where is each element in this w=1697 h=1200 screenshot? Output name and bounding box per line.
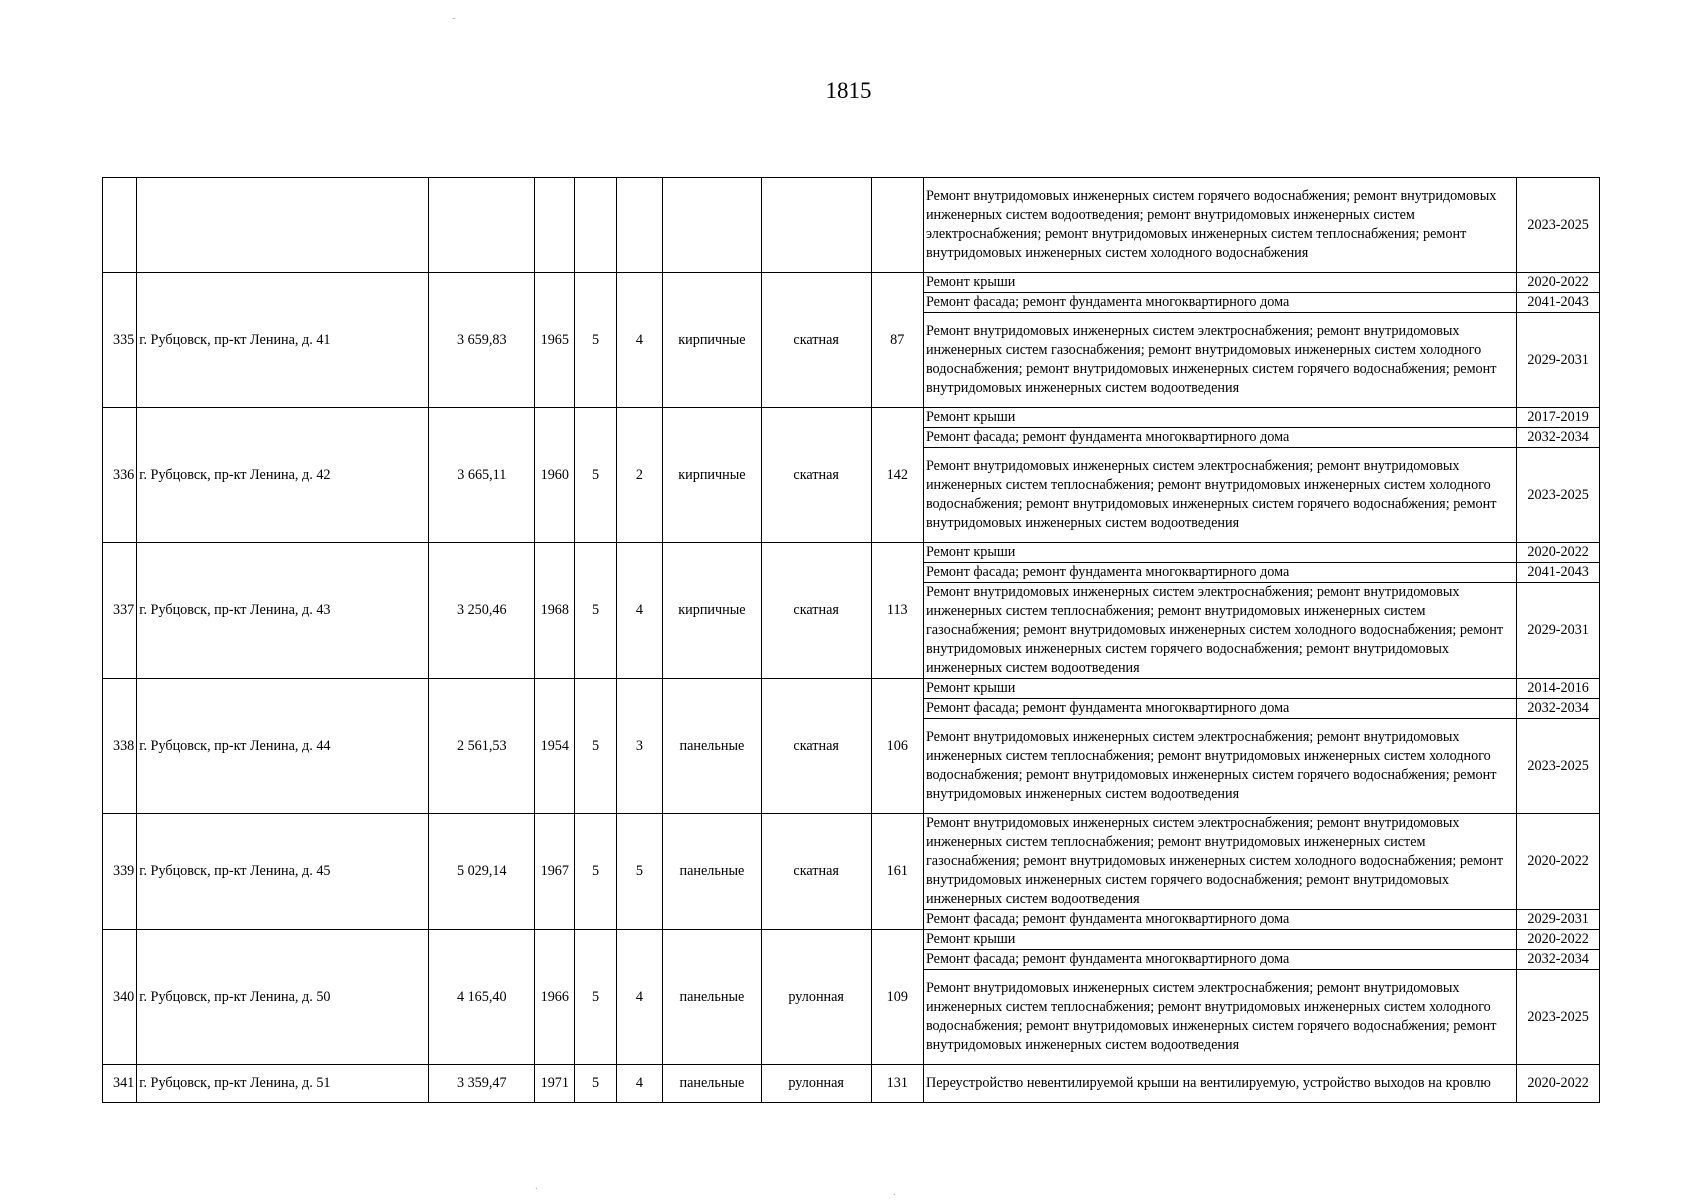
period-cell: 2020-2022	[1517, 930, 1600, 950]
apartments-cell: 161	[871, 814, 923, 930]
wall-material-cell: панельные	[663, 814, 762, 930]
year-cell: 1968	[535, 543, 575, 679]
apartments-cell: 113	[871, 543, 923, 679]
period-cell: 2014-2016	[1517, 679, 1600, 699]
repair-schedule-table	[102, 177, 1600, 1103]
address-cell: г. Рубцовск, пр-кт Ленина, д. 43	[137, 543, 429, 679]
scan-speck: -	[452, 12, 456, 24]
work-type-cell: Ремонт внутридомовых инженерных систем электроснабжения; ремонт внутридомовых инженерных систем теплоснабжения; ремонт внутридомовых инженерных систем газоснабжения; ремонт внутридомовых инженерных систем холодного водоснабжения; ремонт внутридомовых инженерных систем горячего водоснабжения; ремонт внутридомовых инженерных систем водоотведения	[923, 583, 1516, 679]
empty-cell	[103, 178, 137, 273]
period-cell: 2032-2034	[1517, 699, 1600, 719]
apartments-cell: 142	[871, 408, 923, 543]
roof-type-cell: скатная	[761, 543, 871, 679]
work-type-cell: Ремонт крыши	[923, 273, 1516, 293]
table-row	[103, 930, 1600, 950]
period-cell: 2023-2025	[1517, 719, 1600, 814]
empty-cell	[535, 178, 575, 273]
table-row	[103, 814, 1600, 910]
year-cell: 1954	[535, 679, 575, 814]
wall-material-cell: кирпичные	[663, 408, 762, 543]
empty-cell	[429, 178, 535, 273]
address-cell: г. Рубцовск, пр-кт Ленина, д. 50	[137, 930, 429, 1065]
work-type-cell: Ремонт фасада; ремонт фундамента многоквартирного дома	[923, 699, 1516, 719]
empty-cell	[575, 178, 616, 273]
period-cell: 2020-2022	[1517, 1065, 1600, 1103]
roof-type-cell: рулонная	[761, 1065, 871, 1103]
entrances-cell: 4	[616, 273, 662, 408]
work-type-cell: Ремонт фасада; ремонт фундамента многоквартирного дома	[923, 563, 1516, 583]
wall-material-cell: панельные	[663, 679, 762, 814]
floors-cell: 5	[575, 273, 616, 408]
work-type-cell: Ремонт фасада; ремонт фундамента многоквартирного дома	[923, 293, 1516, 313]
work-type-cell: Ремонт крыши	[923, 930, 1516, 950]
area-cell: 3 250,46	[429, 543, 535, 679]
apartments-cell: 87	[871, 273, 923, 408]
year-cell: 1971	[535, 1065, 575, 1103]
period-cell: 2041-2043	[1517, 563, 1600, 583]
period-cell: 2032-2034	[1517, 428, 1600, 448]
entrances-cell: 3	[616, 679, 662, 814]
address-cell: г. Рубцовск, пр-кт Ленина, д. 42	[137, 408, 429, 543]
row-number: 335	[103, 273, 137, 408]
empty-cell	[663, 178, 762, 273]
area-cell: 5 029,14	[429, 814, 535, 930]
entrances-cell: 2	[616, 408, 662, 543]
row-number: 340	[103, 930, 137, 1065]
work-type-cell: Переустройство невентилируемой крыши на вентилируемую, устройство выходов на кровлю	[923, 1065, 1516, 1103]
work-type-cell: Ремонт крыши	[923, 679, 1516, 699]
area-cell: 3 659,83	[429, 273, 535, 408]
work-type-cell: Ремонт фасада; ремонт фундамента многоквартирного дома	[923, 910, 1516, 930]
floors-cell: 5	[575, 543, 616, 679]
year-cell: 1965	[535, 273, 575, 408]
period-cell: 2023-2025	[1517, 448, 1600, 543]
table-row	[103, 679, 1600, 699]
year-cell: 1966	[535, 930, 575, 1065]
roof-type-cell: рулонная	[761, 930, 871, 1065]
year-cell: 1960	[535, 408, 575, 543]
area-cell: 3 359,47	[429, 1065, 535, 1103]
table-row	[103, 1065, 1600, 1103]
entrances-cell: 4	[616, 543, 662, 679]
period-cell: 2017-2019	[1517, 408, 1600, 428]
floors-cell: 5	[575, 1065, 616, 1103]
year-cell: 1967	[535, 814, 575, 930]
work-type-cell: Ремонт крыши	[923, 408, 1516, 428]
apartments-cell: 109	[871, 930, 923, 1065]
roof-type-cell: скатная	[761, 814, 871, 930]
address-cell: г. Рубцовск, пр-кт Ленина, д. 45	[137, 814, 429, 930]
work-type-cell: Ремонт внутридомовых инженерных систем электроснабжения; ремонт внутридомовых инженерных систем теплоснабжения; ремонт внутридомовых инженерных систем газоснабжения; ремонт внутридомовых инженерных систем холодного водоснабжения; ремонт внутридомовых инженерных систем горячего водоснабжения; ремонт внутридомовых инженерных систем водоотведения	[923, 814, 1516, 910]
work-type-cell: Ремонт фасада; ремонт фундамента многоквартирного дома	[923, 428, 1516, 448]
page-number: 1815	[825, 78, 872, 103]
scan-speck: .	[893, 1186, 896, 1198]
floors-cell: 5	[575, 679, 616, 814]
table-row	[103, 273, 1600, 293]
period-cell: 2029-2031	[1517, 313, 1600, 408]
period-cell: 2023-2025	[1517, 970, 1600, 1065]
apartments-cell: 131	[871, 1065, 923, 1103]
wall-material-cell: панельные	[663, 930, 762, 1065]
address-cell: г. Рубцовск, пр-кт Ленина, д. 51	[137, 1065, 429, 1103]
table-row	[103, 178, 1600, 273]
area-cell: 3 665,11	[429, 408, 535, 543]
period-cell: 2029-2031	[1517, 583, 1600, 679]
work-type-cell: Ремонт фасада; ремонт фундамента многоквартирного дома	[923, 950, 1516, 970]
floors-cell: 5	[575, 814, 616, 930]
period-cell: 2041-2043	[1517, 293, 1600, 313]
period-cell: 2020-2022	[1517, 273, 1600, 293]
period-cell: 2023-2025	[1517, 178, 1600, 273]
period-cell: 2020-2022	[1517, 543, 1600, 563]
period-cell: 2029-2031	[1517, 910, 1600, 930]
empty-cell	[137, 178, 429, 273]
empty-cell	[616, 178, 662, 273]
work-type-cell: Ремонт внутридомовых инженерных систем горячего водоснабжения; ремонт внутридомовых инженерных систем водоотведения; ремонт внутридомовых инженерных систем электроснабжения; ремонт внутридомовых инженерных систем теплоснабжения; ремонт внутридомовых инженерных систем холодного водоснабжения	[923, 178, 1516, 273]
floors-cell: 5	[575, 408, 616, 543]
wall-material-cell: панельные	[663, 1065, 762, 1103]
row-number: 336	[103, 408, 137, 543]
wall-material-cell: кирпичные	[663, 273, 762, 408]
area-cell: 4 165,40	[429, 930, 535, 1065]
row-number: 338	[103, 679, 137, 814]
work-type-cell: Ремонт внутридомовых инженерных систем электроснабжения; ремонт внутридомовых инженерных систем газоснабжения; ремонт внутридомовых инженерных систем холодного водоснабжения; ремонт внутридомовых инженерных систем горячего водоснабжения; ремонт внутридомовых инженерных систем водоотведения	[923, 313, 1516, 408]
period-cell: 2020-2022	[1517, 814, 1600, 910]
table-row	[103, 543, 1600, 563]
entrances-cell: 4	[616, 1065, 662, 1103]
empty-cell	[761, 178, 871, 273]
area-cell: 2 561,53	[429, 679, 535, 814]
row-number: 337	[103, 543, 137, 679]
row-number: 341	[103, 1065, 137, 1103]
address-cell: г. Рубцовск, пр-кт Ленина, д. 44	[137, 679, 429, 814]
floors-cell: 5	[575, 930, 616, 1065]
address-cell: г. Рубцовск, пр-кт Ленина, д. 41	[137, 273, 429, 408]
work-type-cell: Ремонт внутридомовых инженерных систем электроснабжения; ремонт внутридомовых инженерных систем теплоснабжения; ремонт внутридомовых инженерных систем холодного водоснабжения; ремонт внутридомовых инженерных систем горячего водоснабжения; ремонт внутридомовых инженерных систем водоотведения	[923, 448, 1516, 543]
apartments-cell: 106	[871, 679, 923, 814]
wall-material-cell: кирпичные	[663, 543, 762, 679]
work-type-cell: Ремонт внутридомовых инженерных систем электроснабжения; ремонт внутридомовых инженерных систем теплоснабжения; ремонт внутридомовых инженерных систем холодного водоснабжения; ремонт внутридомовых инженерных систем горячего водоснабжения; ремонт внутридомовых инженерных систем водоотведения	[923, 719, 1516, 814]
entrances-cell: 5	[616, 814, 662, 930]
roof-type-cell: скатная	[761, 408, 871, 543]
empty-cell	[871, 178, 923, 273]
roof-type-cell: скатная	[761, 273, 871, 408]
table-row	[103, 408, 1600, 428]
work-type-cell: Ремонт крыши	[923, 543, 1516, 563]
period-cell: 2032-2034	[1517, 950, 1600, 970]
entrances-cell: 4	[616, 930, 662, 1065]
row-number: 339	[103, 814, 137, 930]
work-type-cell: Ремонт внутридомовых инженерных систем электроснабжения; ремонт внутридомовых инженерных систем теплоснабжения; ремонт внутридомовых инженерных систем холодного водоснабжения; ремонт внутридомовых инженерных систем горячего водоснабжения; ремонт внутридомовых инженерных систем водоотведения	[923, 970, 1516, 1065]
scan-speck: .	[535, 1180, 538, 1192]
roof-type-cell: скатная	[761, 679, 871, 814]
